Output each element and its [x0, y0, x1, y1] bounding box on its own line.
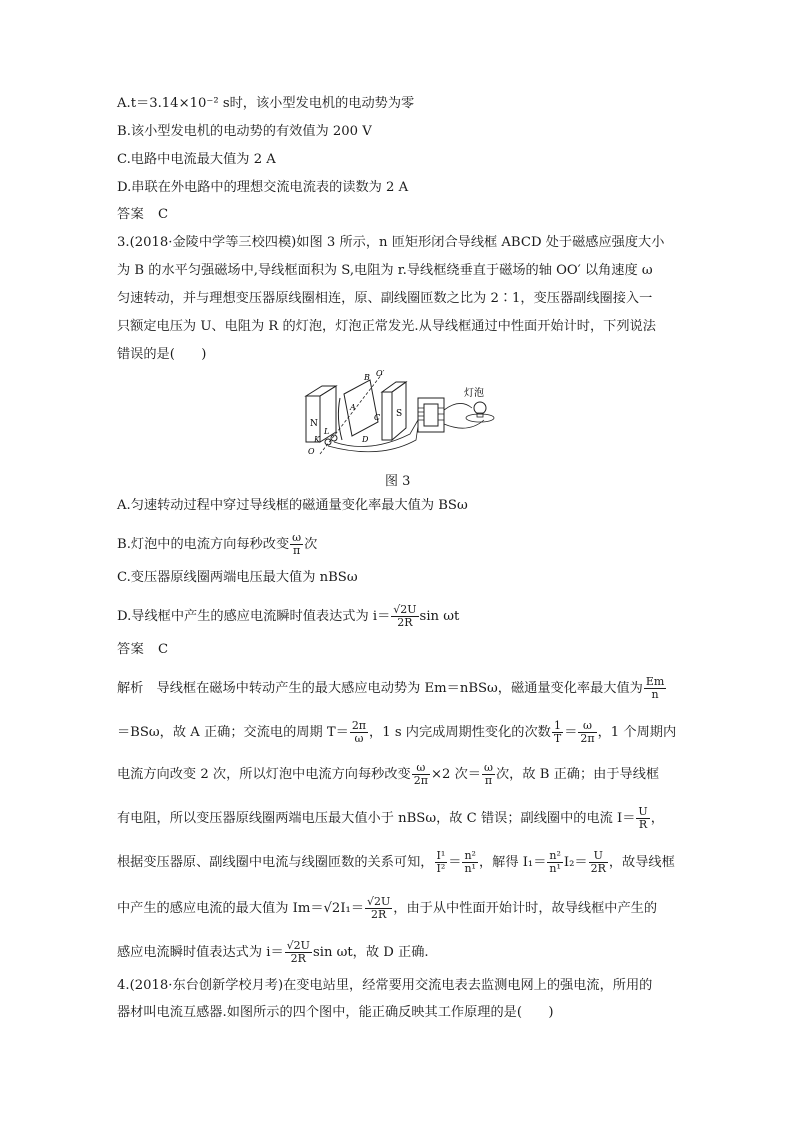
fraction-u-r: $\frac{U}{R}$: [638, 805, 648, 831]
fraction-n2-n1: $\frac{\text{n²}}{\text{n¹}}$: [464, 849, 476, 875]
question-4-line-2: 器材叫电流互感器.如图所示的四个图中，能正确反映其工作原理的是( ): [117, 1005, 554, 1020]
fraction-sqrt2u-2r-c: $\frac{√2U}{2R}$: [286, 939, 310, 965]
label-o-prime: O′: [376, 369, 385, 378]
option-d: D.串联在外电路中的理想交流电流表的读数为 2 A: [117, 180, 409, 195]
label-lamp: 灯泡: [464, 388, 484, 399]
label-b: B: [364, 373, 370, 382]
fraction-u-2r: $\frac{U}{2R}$: [590, 849, 606, 875]
label-k: K: [314, 435, 320, 444]
label-l: L: [324, 427, 330, 436]
analysis-line-1: 解析 导线框在磁场中转动产生的最大感应电动势为 Em＝nBSω，磁通量变化率最大值为 $\frac{Em}{n}$: [117, 675, 665, 701]
label-s: S: [396, 409, 403, 419]
fraction-sqrt2u-2r: $\frac{√2U}{2R}$: [393, 603, 417, 629]
question-3-line-1: 3.(2018·金陵中学等三校四模)如图 3 所示，n 匝矩形闭合导线框 ABCD 处于磁感应强度大小: [117, 235, 665, 250]
analysis-line-4: 有电阻，所以变压器原线圈两端电压最大值小于 nBSω，故 C 错误；副线圈中的电流 I＝ $\frac{U}{R}$ ，: [117, 805, 664, 831]
question-3-line-4: 只额定电压为 U、电阻为 R 的灯泡，灯泡正常发光.从导线框通过中性面开始计时，下列说法: [117, 319, 656, 334]
question-3-line-2: 为 B 的水平匀强磁场中,导线框面积为 S,电阻为 r.导线框绕垂直于磁场的轴 OO′ 以角速度 ω: [117, 263, 653, 278]
label-n: N: [310, 419, 318, 429]
question-3-line-5: 错误的是( ): [117, 347, 207, 362]
fraction-omega-2pi: $\frac{\omega}{2\pi}$: [580, 719, 595, 745]
question-3-option-d: D.导线框中产生的感应电流瞬时值表达式为 i＝ $\frac{√2U}{2R}$ sin ωt: [117, 603, 460, 629]
label-o: O: [308, 447, 315, 456]
fraction-sqrt2u-2r-b: $\frac{√2U}{2R}$: [367, 895, 391, 921]
analysis-line-7: 感应电流瞬时值表达式为 i＝ $\frac{√2U}{2R}$ sin ωt，故 D 正确.: [117, 939, 429, 965]
option-a: A.t＝3.14×10⁻² s时，该小型发电机的电动势为零: [117, 96, 415, 111]
fraction-em-n: $\frac{Em}{n}$: [645, 675, 665, 701]
fraction-i1-i2: $\frac{\text{I¹}}{\text{I²}}$: [436, 849, 446, 875]
analysis-line-3: 电流方向改变 2 次，所以灯泡中电流方向每秒改变 $\frac{\omega}{2\pi}$ ×2 次＝ $\frac{\omega}{\pi}$ 次，故 B 正确；由于导线框: [117, 761, 660, 787]
fraction-omega-pi-b: $\frac{\omega}{\pi}$: [483, 761, 493, 787]
analysis-line-2: ＝BSω，故 A 正确；交流电的周期 T＝ $\frac{2\pi}{\omega}$ ，1 s 内完成周期性变化的次数 $\frac{1}{T}$ ＝ $\frac{\omega}{2\pi}$ ，1 个周期内: [117, 719, 677, 745]
question-3-line-3: 匀速转动，并与理想变压器原线圈相连，原、副线圈匝数之比为 2∶1，变压器副线圈接入一: [117, 291, 653, 306]
fraction-1-t: $\frac{1}{T}$: [553, 719, 562, 745]
fraction-omega-pi: $\frac{\omega}{\pi}$: [292, 531, 302, 557]
analysis-line-6: 中产生的感应电流的最大值为 Im＝√2I₁＝ $\frac{√2U}{2R}$ ，由于从中性面开始计时，故导线框中产生的: [117, 895, 658, 921]
question-3-option-a: A.匀速转动过程中穿过导线框的磁通量变化率最大值为 BSω: [117, 498, 468, 513]
label-c: C: [374, 413, 381, 422]
option-b: B.该小型发电机的电动势的有效值为 200 V: [117, 124, 372, 139]
answer-3: 答案 C: [117, 642, 169, 657]
label-d: D: [362, 435, 369, 444]
label-a: A: [350, 403, 356, 412]
fraction-omega-2pi-b: $\frac{\omega}{2\pi}$: [413, 761, 428, 787]
question-3-option-b: B.灯泡中的电流方向每秒改变 $\frac{\omega}{\pi}$ 次: [117, 531, 318, 557]
analysis-line-5: 根据变压器原、副线圈中电流与线圈匝数的关系可知， $\frac{\text{I¹}}{\text{I²}}$ ＝ $\frac{\text{n²}}{\text{n¹}}$ ，解得 I₁＝ $\frac{\text{n²}}{\text{n¹}}$ I₂＝ $\frac{U}{2R}$ ，故导线框: [117, 849, 675, 875]
question-4-line-1: 4.(2018·东台创新学校月考)在变电站里，经常要用交流电表去监测电网上的强电流，所用的: [117, 978, 653, 993]
generator-transformer-figure: [300, 368, 500, 458]
figure-caption: 图 3: [385, 474, 411, 489]
fraction-n2-n1-b: $\frac{\text{n²}}{\text{n¹}}$: [549, 849, 561, 875]
option-c: C.电路中电流最大值为 2 A: [117, 152, 276, 167]
question-3-option-c: C.变压器原线圈两端电压最大值为 nBSω: [117, 570, 358, 585]
fraction-2pi-omega: $\frac{2\pi}{\omega}$: [351, 719, 367, 745]
answer-2: 答案 C: [117, 207, 169, 222]
